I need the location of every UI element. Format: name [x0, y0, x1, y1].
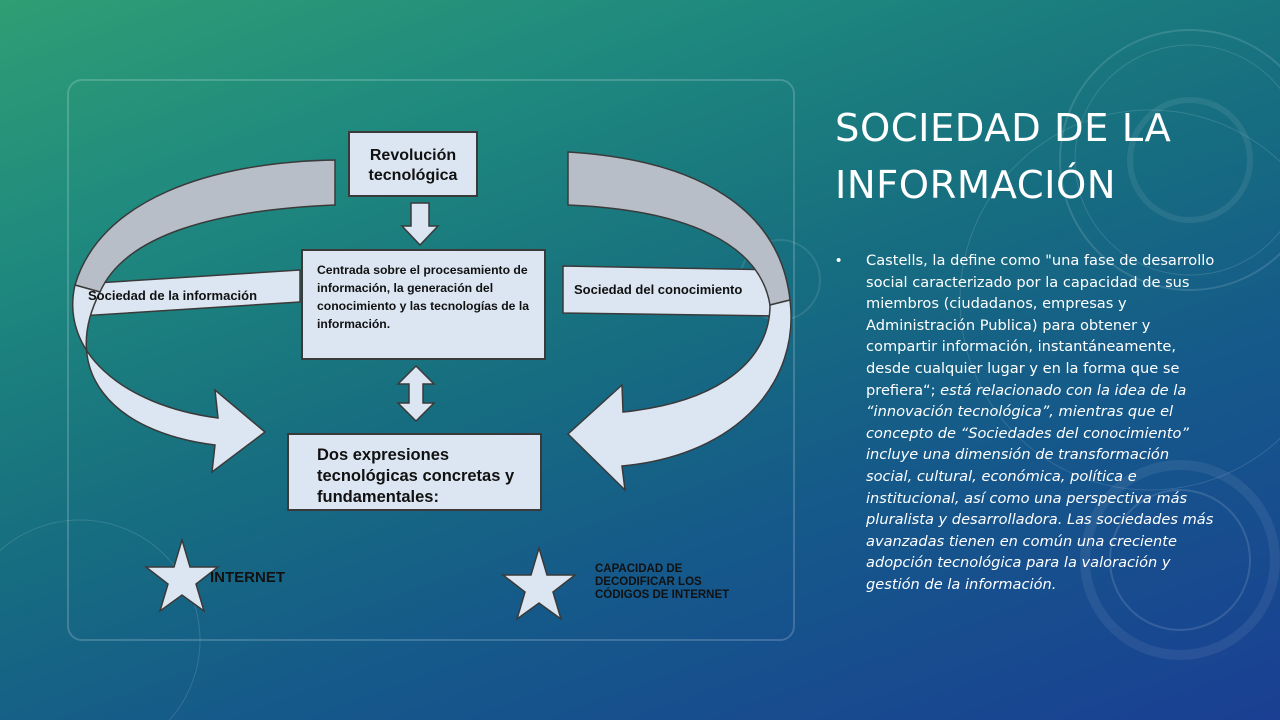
- decodificar-label: CAPACIDAD DE DECODIFICAR LOS CÓDIGOS DE INTERNET: [595, 563, 730, 601]
- revolucion-line1: Revolución: [369, 147, 457, 164]
- right-curved-arrow-bottom: [568, 300, 791, 490]
- double-arrow: [398, 366, 434, 421]
- body-italic: está relacionado con la idea de la “innovación tecnológica”, mientras que el concepto de “Sociedades del conocimiento” incluye una dimensión de transformación social, cultural, económica, política e institucional, así como una perspectiva más pluralista y desarrolladora. Las sociedades más avanzadas tienen en común una creciente adopción tecnológica para la valoración y gestión de la información.: [866, 381, 1214, 593]
- bullet-icon: •: [836, 252, 842, 269]
- revolucion-line2: tecnológica: [368, 167, 458, 184]
- slide-body-text: [866, 250, 1218, 596]
- dos-expresiones-box: Dos expresiones tecnológicas concretas y fundamentales:: [287, 433, 542, 511]
- body-intro: Castells, la define como "una fase de desarrollo social caracterizado por la capacidad de sus miembros (ciudadanos, empresas y Administración Publica) para obtener y compartir información, instantáneamente, desde cualquier lugar y en la forma que se prefiera“;: [866, 252, 1215, 399]
- internet-label: INTERNET: [210, 569, 285, 586]
- slide-title: SOCIEDAD DE LA INFORMACIÓN: [835, 106, 1172, 208]
- star-icon-decodificar: [503, 548, 575, 619]
- sociedad-conocimiento-label: Sociedad del conocimiento: [574, 282, 743, 297]
- revolucion-tecnologica-box: [348, 131, 478, 197]
- star-icon-internet: [146, 540, 218, 611]
- down-arrow: [402, 203, 438, 245]
- sociedad-informacion-label: Sociedad de la información: [88, 288, 258, 303]
- centrada-box: Centrada sobre el procesamiento de información, la generación del conocimiento y las tecnologías de la información.: [301, 249, 546, 360]
